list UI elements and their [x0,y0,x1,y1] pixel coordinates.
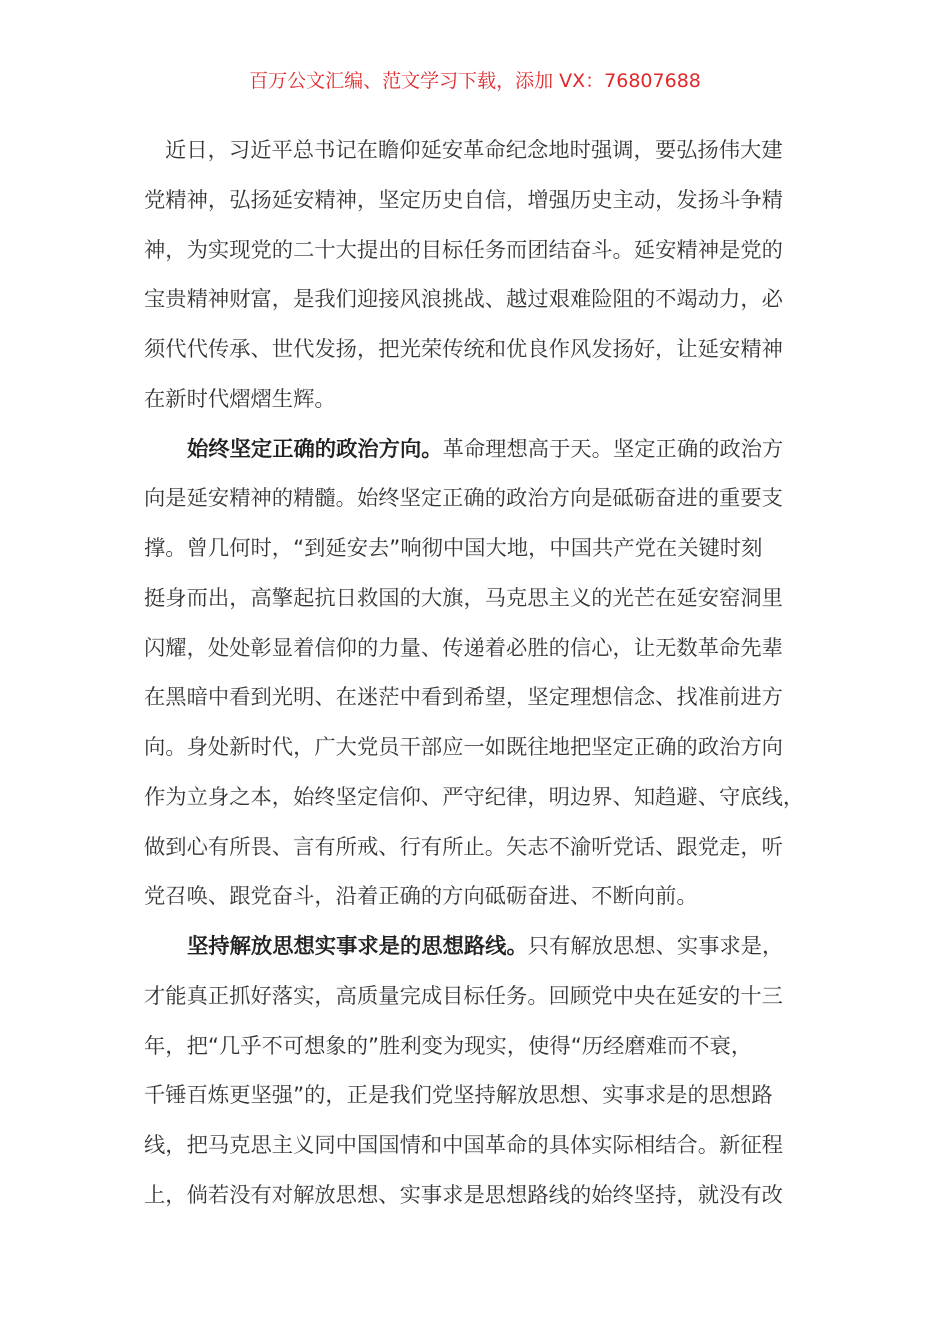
text-line: 上，倘若没有对解放思想、实事求是思想路线的始终坚持，就没有改 [144,1182,783,1208]
text-line: 党精神，弘扬延安精神，坚定历史自信，增强历史主动，发扬斗争精 [144,187,783,213]
document-body [144,126,824,1221]
text-line: 在新时代熠熠生辉。 [144,386,336,412]
text-line: 挺身而出，高擎起抗日救国的大旗，马克思主义的光芒在延安窑洞里 [144,585,783,611]
text-span: 只有解放思想、实事求是， [527,934,784,959]
text-line: 做到心有所畏、言有所戒、行有所止。矢志不渝听党话、跟党走，听 [144,834,783,860]
text-line: 党召唤、跟党奋斗，沿着正确的方向砥砺奋进、不断向前。 [144,884,698,910]
paragraph-ideological-line [144,922,824,1221]
text-line: 线，把马克思主义同中国国情和中国革命的具体实际相结合。新征程 [144,1133,783,1158]
text-line: 年，把“几乎不可想象的”胜利变为现实，使得“历经磨难而不衰， [144,1033,753,1059]
text-line: 向。身处新时代，广大党员干部应一如既往地把坚定正确的政治方向 [144,735,783,760]
text-line: 向是延安精神的精髓。始终坚定正确的政治方向是砥砺奋进的重要支 [144,486,783,512]
text-line [144,922,824,972]
text-span: 革命理想高于天。坚定正确的政治方 [442,436,784,462]
text-line: 在黑暗中看到光明、在迷茫中看到希望，坚定理想信念、找准前进方 [144,685,783,711]
text-line: 作为立身之本，始终坚定信仰、严守纪律，明边界、知趋避、守底线， [144,784,805,810]
text-line: 须代代传承、世代发扬，把光荣传统和优良作风发扬好，让延安精神 [144,337,783,362]
text-line: 宝贵精神财富，是我们迎接风浪挑战、越过艰难险阻的不竭动力，必 [144,287,783,313]
text-line: 近日，习近平总书记在瞻仰延安革命纪念地时强调，要弘扬伟大建 [165,138,783,163]
watermark-header: 百万公文汇编、范文学习下载，添加 VX：76807688 [249,70,701,92]
text-line [144,425,824,475]
text-line: 神，为实现党的二十大提出的目标任务而团结奋斗。延安精神是党的 [144,237,783,263]
text-line: 千锤百炼更坚强”的，正是我们党坚持解放思想、实事求是的思想路 [144,1083,773,1109]
text-line: 撑。曾几何时，“到延安去”响彻中国大地，中国共产党在关键时刻 [144,536,763,561]
text-line: 才能真正抓好落实，高质量完成目标任务。回顾党中央在延安的十三 [144,983,783,1009]
text-line: 闪耀，处处彰显着信仰的力量、传递着必胜的信心，让无数革命先辈 [144,635,783,661]
paragraph-political-direction [144,425,824,923]
section-heading: 始终坚定正确的政治方向。 [187,436,443,462]
paragraph-intro [144,126,824,425]
section-heading: 坚持解放思想实事求是的思想路线。 [187,934,528,959]
